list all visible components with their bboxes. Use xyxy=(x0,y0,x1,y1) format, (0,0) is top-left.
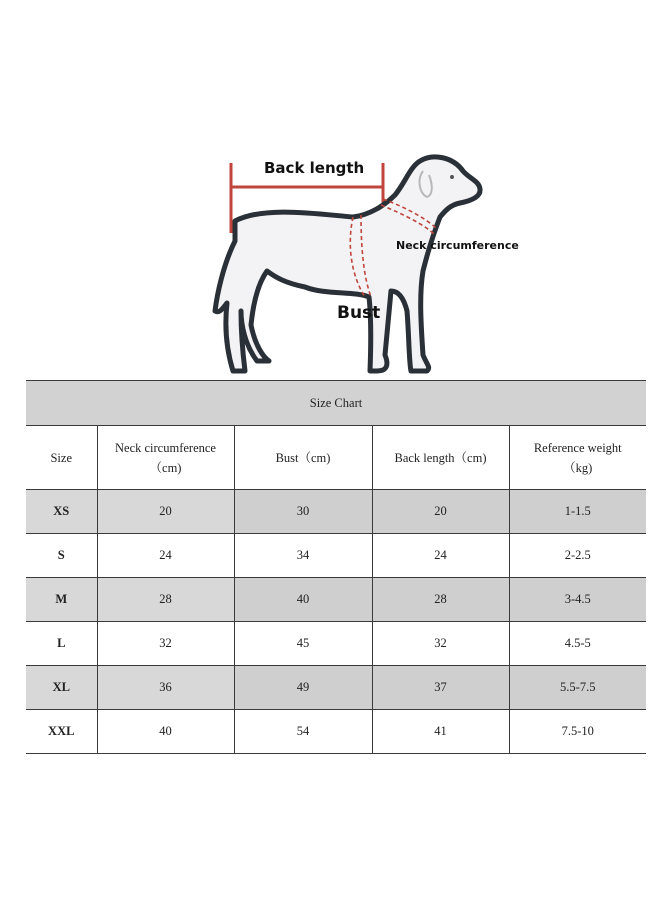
table-header-row xyxy=(26,426,646,490)
bust-cell: 49 xyxy=(234,666,372,710)
header-bust xyxy=(234,426,372,490)
weight-cell: 3-4.5 xyxy=(509,578,646,622)
dog-silhouette-icon xyxy=(205,145,525,380)
header-label: Back length（cm) xyxy=(394,450,487,465)
back-cell: 24 xyxy=(372,534,509,578)
bust-cell: 30 xyxy=(234,490,372,534)
size-cell: XS xyxy=(26,490,97,534)
header-weight xyxy=(509,426,646,490)
neck-cell: 20 xyxy=(97,490,234,534)
table-title-row xyxy=(26,381,646,426)
weight-cell: 1-1.5 xyxy=(509,490,646,534)
back-cell: 41 xyxy=(372,710,509,754)
header-unit: （cm) xyxy=(149,460,182,475)
weight-cell: 5.5-7.5 xyxy=(509,666,646,710)
neck-cell: 28 xyxy=(97,578,234,622)
weight-cell: 2-2.5 xyxy=(509,534,646,578)
header-label: Reference weight xyxy=(533,440,622,455)
neck-cell: 36 xyxy=(97,666,234,710)
neck-circumference-label: Neck circumference xyxy=(396,239,519,252)
bust-cell: 40 xyxy=(234,578,372,622)
back-cell: 20 xyxy=(372,490,509,534)
header-label: Neck circumference xyxy=(115,440,216,455)
weight-cell: 4.5-5 xyxy=(509,622,646,666)
neck-cell: 32 xyxy=(97,622,234,666)
table-title: Size Chart xyxy=(26,381,646,426)
weight-cell: 7.5-10 xyxy=(509,710,646,754)
header-unit: （kg) xyxy=(563,460,593,475)
header-label: Size xyxy=(50,450,73,465)
dog-measurement-illustration xyxy=(205,145,525,380)
header-size xyxy=(26,426,97,490)
table-row xyxy=(26,534,646,578)
neck-cell: 24 xyxy=(97,534,234,578)
size-cell: S xyxy=(26,534,97,578)
back-cell: 28 xyxy=(372,578,509,622)
size-cell: L xyxy=(26,622,97,666)
size-cell: M xyxy=(26,578,97,622)
size-chart-table xyxy=(26,380,646,754)
table-row xyxy=(26,490,646,534)
back-cell: 32 xyxy=(372,622,509,666)
bust-cell: 54 xyxy=(234,710,372,754)
size-cell: XXL xyxy=(26,710,97,754)
size-cell: XL xyxy=(26,666,97,710)
neck-cell: 40 xyxy=(97,710,234,754)
header-back-length xyxy=(372,426,509,490)
back-length-label: Back length xyxy=(264,159,365,177)
table-row xyxy=(26,578,646,622)
bust-cell: 45 xyxy=(234,622,372,666)
bust-cell: 34 xyxy=(234,534,372,578)
header-label: Bust（cm) xyxy=(275,450,331,465)
table-row xyxy=(26,710,646,754)
back-cell: 37 xyxy=(372,666,509,710)
bust-label: Bust xyxy=(337,303,381,323)
header-neck xyxy=(97,426,234,490)
table-row xyxy=(26,622,646,666)
table-row xyxy=(26,666,646,710)
